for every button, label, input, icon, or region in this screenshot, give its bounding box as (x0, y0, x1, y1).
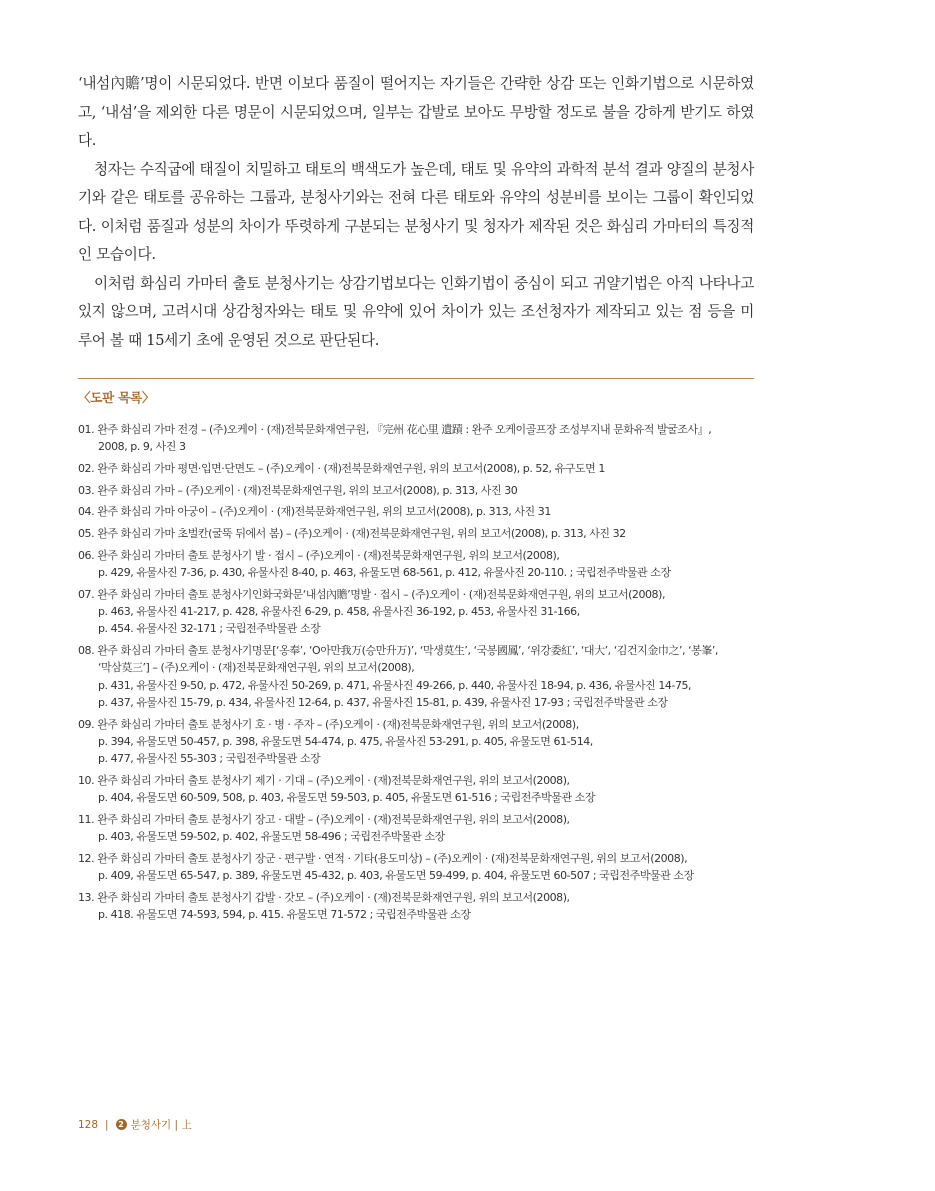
plate-item-reference: p. 454. 유물사진 32-171 ; 국립전주박물관 소장 (98, 622, 321, 636)
plate-item (78, 421, 778, 456)
plate-item-reference: p. 403, 유물도면 59-502, p. 402, 유물도면 58-496 ; 국립전주박물관 소장 (98, 830, 445, 844)
plate-item-reference: p. 394, 유물도면 50-457, p. 398, 유물도면 54-474, p. 475, 유물사진 53-291, p. 405, 유물도면 61-514, (98, 734, 593, 748)
plate-item-caption: 01. 완주 화심리 가마 전경 – (주)오케이 · (재)전북문화재연구원, 『完州 花心里 遺蹟 : 완주 오케이골프장 조성부지내 문화유적 발굴조사』, (78, 423, 712, 436)
plate-item (78, 460, 778, 477)
paragraph-2: 청자는 수직굽에 태질이 치밀하고 태토의 백색도가 높은데, 태토 및 유약의 과학적 분석 결과 양질의 분청사기와 같은 태토를 공유하는 그룹과, 분청사기와는 전혀 다른 태토와 유약의 성분비를 보이는 그룹이 확인되었다. 이처럼 품질과 성분의 차이가 뚜렷하게 구분되는 분청사기 및 청자가 제작된 것은 화심리 가마터의 특징적인 모습이다. (78, 160, 754, 263)
paragraph-3: 이처럼 화심리 가마터 출토 분청사기는 상감기법보다는 인화기법이 중심이 되고 귀얄기법은 아직 나타나고 있지 않으며, 고려시대 상감청자와는 태토 및 유약에 있어 차이가 있는 조선청자가 제작되고 있는 점 등을 미루어 볼 때 15세기 초에 운영된 것으로 판단된다. (78, 274, 754, 349)
plate-item (78, 482, 778, 499)
plate-item-reference: p. 463, 유물사진 41-217, p. 428, 유물사진 6-29, p. 458, 유물사진 36-192, p. 453, 유물사진 31-166, (98, 605, 580, 619)
plate-item-caption: 05. 완주 화심리 가마 초벌칸(굴뚝 뒤에서 봄) – (주)오케이 · (재)전북문화재연구원, 위의 보고서(2008), p. 313, 사진 32 (78, 527, 626, 541)
plate-item-caption: 12. 완주 화심리 가마터 출토 분청사기 장군 · 편구발 · 연적 · 기타(용도미상) – (주)오케이 · (재)전북문화재연구원, 위의 보고서(2008), (78, 851, 688, 865)
volume-number-badge: 2 (116, 1119, 127, 1130)
plate-item-reference: ‘막삼莫三’] – (주)오케이 · (재)전북문화재연구원, 위의 보고서(2008), (98, 661, 415, 675)
footer-separator: | (105, 1118, 109, 1131)
plate-item (78, 772, 778, 807)
plate-item (78, 850, 778, 885)
page-number: 128 (78, 1118, 99, 1131)
plate-item (78, 889, 778, 924)
plate-item-reference: 2008, p. 9, 사진 3 (98, 440, 186, 454)
plate-list-title: 〈도판 목록〉 (78, 390, 155, 405)
paragraph-1: ‘내섬內贍’명이 시문되었다. 반면 이보다 품질이 떨어지는 자기들은 간략한 상감 또는 인화기법으로 시문하였고, ‘내섬’을 제외한 다른 명문이 시문되었으며, 일부는 갑발로 보아도 무방할 정도로 불을 강하게 받기도 하였다. (78, 75, 754, 149)
plate-item-reference: p. 418. 유물도면 74-593, 594, p. 415. 유물도면 71-572 ; 국립전주박물관 소장 (98, 908, 471, 922)
plate-item-reference: p. 404, 유물도면 60-509, 508, p. 403, 유물도면 59-503, p. 405, 유물도면 61-516 ; 국립전주박물관 소장 (98, 791, 596, 805)
plate-item-caption: 13. 완주 화심리 가마터 출토 분청사기 갑발 · 갓모 – (주)오케이 · (재)전북문화재연구원, 위의 보고서(2008), (78, 890, 570, 904)
plate-item (78, 642, 778, 711)
plate-item-reference: p. 431, 유물사진 9-50, p. 472, 유물사진 50-269, p. 471, 유물사진 49-266, p. 440, 유물사진 18-94, p. 436, 유물사진 14-75, (98, 678, 692, 692)
section-divider (78, 378, 754, 379)
plate-item-caption: 04. 완주 화심리 가마 아궁이 – (주)오케이 · (재)전북문화재연구원, 위의 보고서(2008), p. 313, 사진 31 (78, 505, 551, 519)
plate-item-caption: 06. 완주 화심리 가마터 출토 분청사기 발 · 접시 – (주)오케이 · (재)전북문화재연구원, 위의 보고서(2008), (78, 548, 560, 562)
plate-item (78, 586, 778, 638)
plate-list (78, 421, 778, 928)
plate-item-caption: 08. 완주 화심리 가마터 출토 분청사기명문[‘옹奉’, ‘O아만我万(승만升万)’, ‘막생莫生’, ‘국봉國鳳’, ‘위강委紅’, ‘대大’, ‘김건지金巾之’, ‘봉峯’, (78, 644, 718, 657)
plate-item (78, 503, 778, 520)
plate-item (78, 547, 778, 582)
book-title: 분청사기 | 上 (130, 1119, 192, 1131)
plate-item-caption: 02. 완주 화심리 가마 평면·입면·단면도 – (주)오케이 · (재)전북문화재연구원, 위의 보고서(2008), p. 52, 유구도면 1 (78, 461, 605, 475)
plate-item-caption: 11. 완주 화심리 가마터 출토 분청사기 장고 · 대발 – (주)오케이 · (재)전북문화재연구원, 위의 보고서(2008), (78, 812, 570, 826)
plate-item-reference: p. 429, 유물사진 7-36, p. 430, 유물사진 8-40, p. 463, 유물도면 68-561, p. 412, 유물사진 20-110. ; 국립전주박물관 소장 (98, 566, 671, 580)
plate-item-reference: p. 437, 유물사진 15-79, p. 434, 유물사진 12-64, p. 437, 유물사진 15-81, p. 439, 유물사진 17-93 ; 국립전주박물관 소장 (98, 695, 668, 709)
plate-item (78, 811, 778, 846)
plate-item-reference: p. 477, 유물사진 55-303 ; 국립전주박물관 소장 (98, 752, 321, 766)
plate-item (78, 716, 778, 768)
plate-item (78, 525, 778, 542)
plate-item-caption: 03. 완주 화심리 가마 – (주)오케이 · (재)전북문화재연구원, 위의 보고서(2008), p. 313, 사진 30 (78, 483, 518, 497)
plate-item-caption: 09. 완주 화심리 가마터 출토 분청사기 호 · 병 · 주자 – (주)오케이 · (재)전북문화재연구원, 위의 보고서(2008), (78, 717, 579, 731)
body-text (78, 70, 754, 355)
plate-item-caption: 07. 완주 화심리 가마터 출토 분청사기인화국화문‘내섬內贍’명발 · 접시 – (주)오케이 · (재)전북문화재연구원, 위의 보고서(2008), (78, 587, 665, 601)
page-footer (78, 1117, 192, 1132)
plate-item-reference: p. 409, 유물도면 65-547, p. 389, 유물도면 45-432, p. 403, 유물도면 59-499, p. 404, 유물도면 60-507 ; 국립전주박물관 소장 (98, 869, 694, 883)
plate-item-caption: 10. 완주 화심리 가마터 출토 분청사기 제기 · 기대 – (주)오케이 · (재)전북문화재연구원, 위의 보고서(2008), (78, 773, 570, 787)
